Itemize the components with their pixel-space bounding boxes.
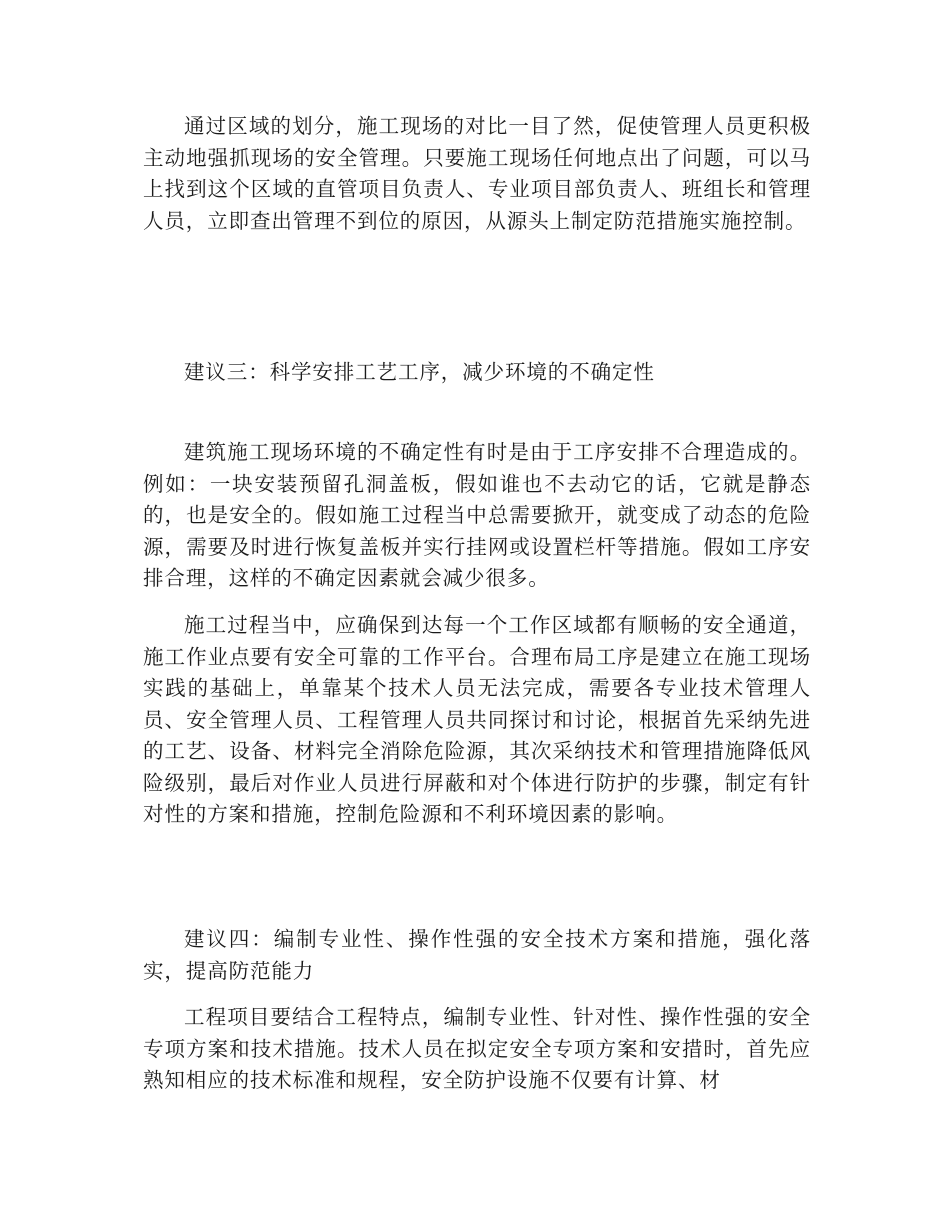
section-heading: 建议三：科学安排工艺工序，减少环境的不确定性 [184, 360, 655, 384]
section-heading: 建议四：编制专业性、操作性强的安全技术方案和措施，强化落实，提高防范能力 [143, 927, 811, 983]
body-paragraph: 通过区域的划分，施工现场的对比一目了然，促使管理人员更积极主动地强抓现场的安全管理。只要施工现场任何地点出了问题，可以马上找到这个区域的直管项目负责人、专业项目部负责人、班组长和管理人员，立即查出管理不到位的原因，从源头上制定防范措施实施控制。 [143, 114, 811, 233]
body-paragraph: 施工过程当中，应确保到达每一个工作区域都有顺畅的安全通道，施工作业点要有安全可靠的工作平台。合理布局工序是建立在施工现场实践的基础上，单靠某个技术人员无法完成，需要各专业技术管理人员、安全管理人员、工程管理人员共同探讨和讨论，根据首先采纳先进的工艺、设备、材料完全消除危险源，其次采纳技术和管理措施降低风险级别，最后对作业人员进行屏蔽和对个体进行防护的步骤，制定有针对性的方案和措施，控制危险源和不利环境因素的影响。 [143, 613, 811, 826]
body-paragraph: 工程项目要结合工程特点，编制专业性、针对性、操作性强的安全专项方案和技术措施。技术人员在拟定安全专项方案和安措时，首先应熟知相应的技术标准和规程，安全防护设施不仅要有计算、材 [143, 1005, 811, 1092]
body-paragraph: 建筑施工现场环境的不确定性有时是由于工序安排不合理造成的。例如：一块安装预留孔洞盖板，假如谁也不去动它的话，它就是静态的，也是安全的。假如施工过程当中总需要掀开，就变成了动态的危险源，需要及时进行恢复盖板并实行挂网或设置栏杆等措施。假如工序安排合理，这样的不确定因素就会减少很多。 [143, 440, 811, 590]
